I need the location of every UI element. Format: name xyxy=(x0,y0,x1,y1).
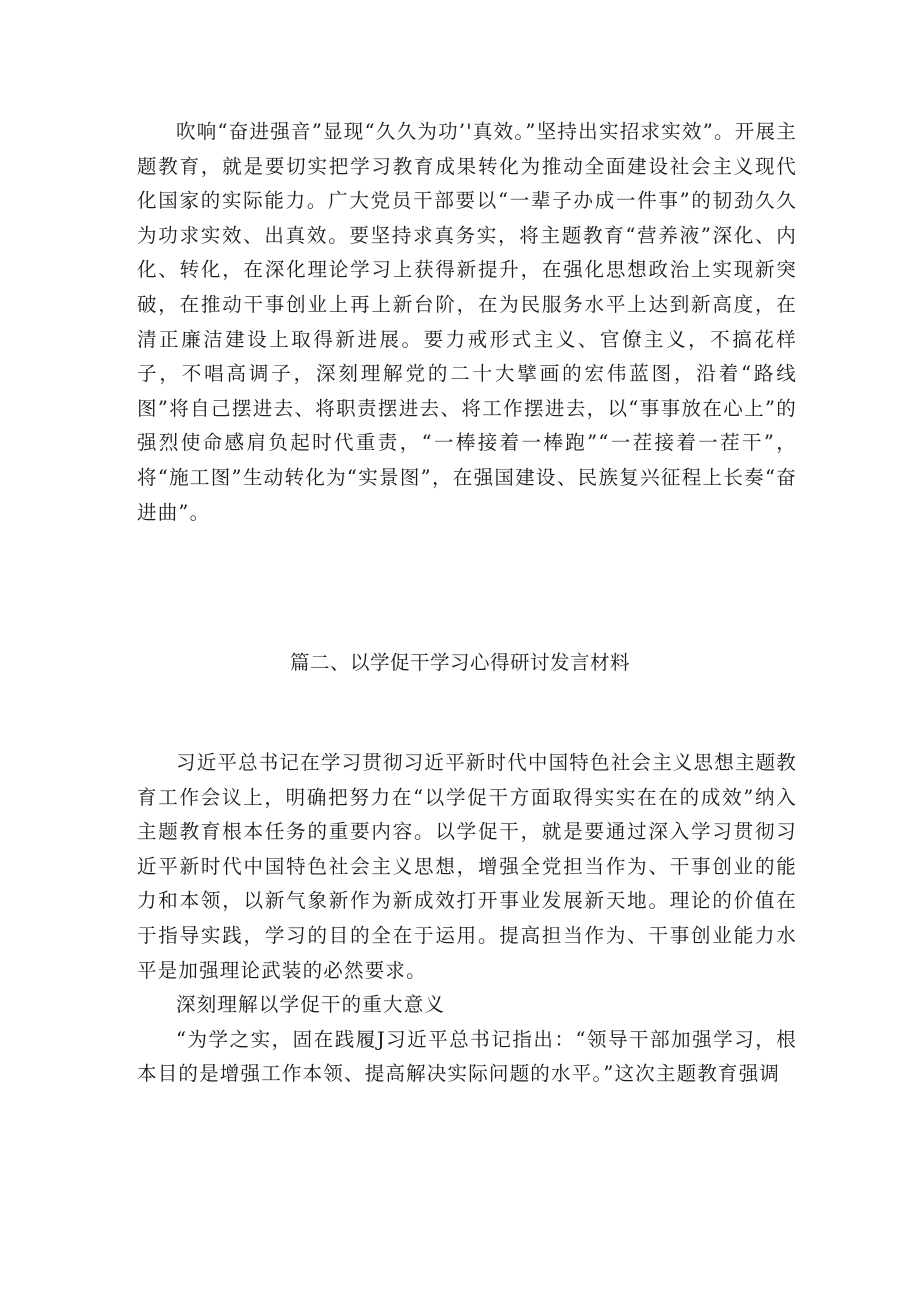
section-2 xyxy=(137,746,797,1092)
section-heading: 篇二、以学促干学习心得研讨发言材料 xyxy=(289,651,630,674)
subheading: 深刻理解以学促干的重大意义 xyxy=(176,993,446,1017)
section-1 xyxy=(137,115,797,530)
body-paragraph: “为学之实，固在践履J习近平总书记指出：“领导干部加强学习，根本目的是增强工作本领、提高解决实际问题的水平。”这次主题教育强调 xyxy=(137,1027,797,1086)
body-paragraph: 习近平总书记在学习贯彻习近平新时代中国特色社会主义思想主题教育工作会议上，明确把努力在“以学促干方面取得实实在在的成效”纳入主题教育根本任务的重要内容。以学促干，就是要通过深入学习贯彻习近平新时代中国特色社会主义思想，增强全党担当作为、干事创业的能力和本领，以新气象新作为新成效打开事业发展新天地。理论的价值在于指导实践，学习的目的全在于运用。提高担当作为、干事创业能力水平是加强理论武装的必然要求。 xyxy=(137,751,798,982)
body-paragraph: 吹响“奋进强音”显现“久久为功’'真效。”坚持出实招求实效”。开展主题教育，就是要切实把学习教育成果转化为推动全面建设社会主义现代化国家的实际能力。广大党员干部要以“一辈子办成一件事”的韧劲久久为功求实效、出真效。要坚持求真务实，将主题教育“营养液”深化、内化、转化，在深化理论学习上获得新提升，在强化思想政治上实现新突破，在推动干事创业上再上新台阶，在为民服务水平上达到新高度，在清正廉洁建设上取得新进展。要力戒形式主义、官僚主义，不搞花样子，不唱高调子，深刻理解党的二十大擘画的宏伟蓝图，沿着“路线图”将自己摆进去、将职责摆进去、将工作摆进去，以“事事放在心上”的强烈使命感肩负起时代重责，“一棒接着一棒跑”“一茬接着一茬干”，将“施工图”生动转化为“实景图”，在强国建设、民族复兴征程上长奏“奋进曲”。 xyxy=(137,120,797,524)
